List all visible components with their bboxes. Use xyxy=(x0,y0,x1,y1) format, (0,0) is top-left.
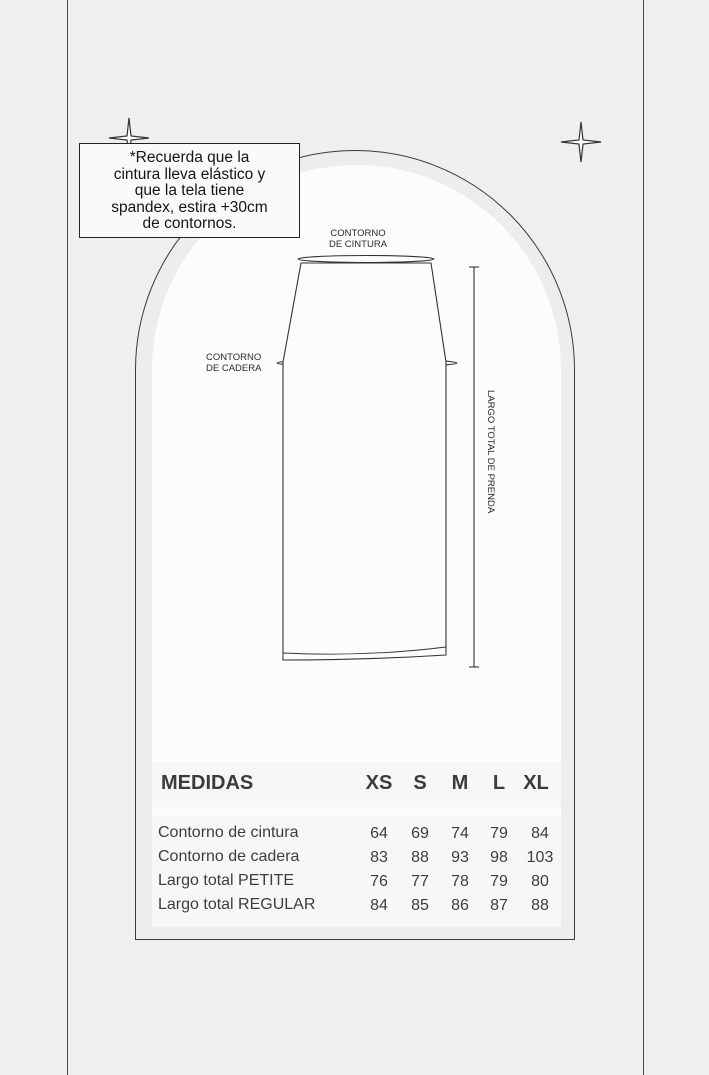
hip-label-line: CONTORNO xyxy=(206,352,262,363)
table-title: MEDIDAS xyxy=(161,772,254,794)
size-header: S xyxy=(413,772,427,794)
row-value: 98 xyxy=(490,849,508,866)
size-header: L xyxy=(492,772,506,794)
row-value: 69 xyxy=(411,825,429,842)
row-value: 77 xyxy=(411,873,429,890)
table-row xyxy=(158,848,558,872)
row-value: 84 xyxy=(370,897,388,914)
left-frame-line xyxy=(67,0,68,1075)
skirt-diagram xyxy=(270,250,490,675)
sparkle-icon xyxy=(559,120,603,164)
row-value: 79 xyxy=(490,873,508,890)
length-label: LARGO TOTAL DE PRENDA xyxy=(485,390,496,514)
row-value: 93 xyxy=(451,849,469,866)
row-value: 88 xyxy=(411,849,429,866)
row-value: 86 xyxy=(451,897,469,914)
row-value: 64 xyxy=(370,825,388,842)
note-line: *Recuerda que la xyxy=(129,149,250,166)
row-value: 103 xyxy=(526,849,554,866)
row-label: Largo total PETITE xyxy=(158,872,295,889)
note-line: que la tela tiene xyxy=(134,182,245,199)
row-value: 79 xyxy=(490,825,508,842)
size-header: XS xyxy=(365,772,393,794)
table-row xyxy=(158,896,558,920)
row-value: 78 xyxy=(451,873,469,890)
row-value: 85 xyxy=(411,897,429,914)
hip-label-line: DE CADERA xyxy=(206,363,262,374)
row-value: 84 xyxy=(531,825,549,842)
skirt-outline xyxy=(283,263,446,660)
hip-label xyxy=(206,352,261,374)
table-row xyxy=(158,872,558,896)
row-value: 76 xyxy=(370,873,388,890)
row-value: 83 xyxy=(370,849,388,866)
row-label: Contorno de cadera xyxy=(158,848,300,865)
table-row xyxy=(158,824,558,848)
row-value: 88 xyxy=(531,897,549,914)
size-header: M xyxy=(451,772,469,794)
note-line: cintura lleva elástico y xyxy=(113,165,266,183)
row-label: Largo total REGULAR xyxy=(158,896,316,913)
row-label: Contorno de cintura xyxy=(158,824,299,841)
row-value: 87 xyxy=(490,897,508,914)
right-frame-line xyxy=(643,0,644,1075)
waist-measure-ellipse xyxy=(298,256,434,263)
size-header: XL xyxy=(523,772,549,794)
waist-label-line: DE CINTURA xyxy=(328,239,388,250)
note-line: de contornos. xyxy=(142,215,237,232)
stretch-note xyxy=(79,143,300,238)
waist-label xyxy=(310,228,406,250)
row-value: 74 xyxy=(451,825,469,842)
row-value: 80 xyxy=(531,873,549,890)
note-line: spandex, estira +30cm xyxy=(111,198,268,216)
waist-label-line: CONTORNO xyxy=(330,228,386,239)
